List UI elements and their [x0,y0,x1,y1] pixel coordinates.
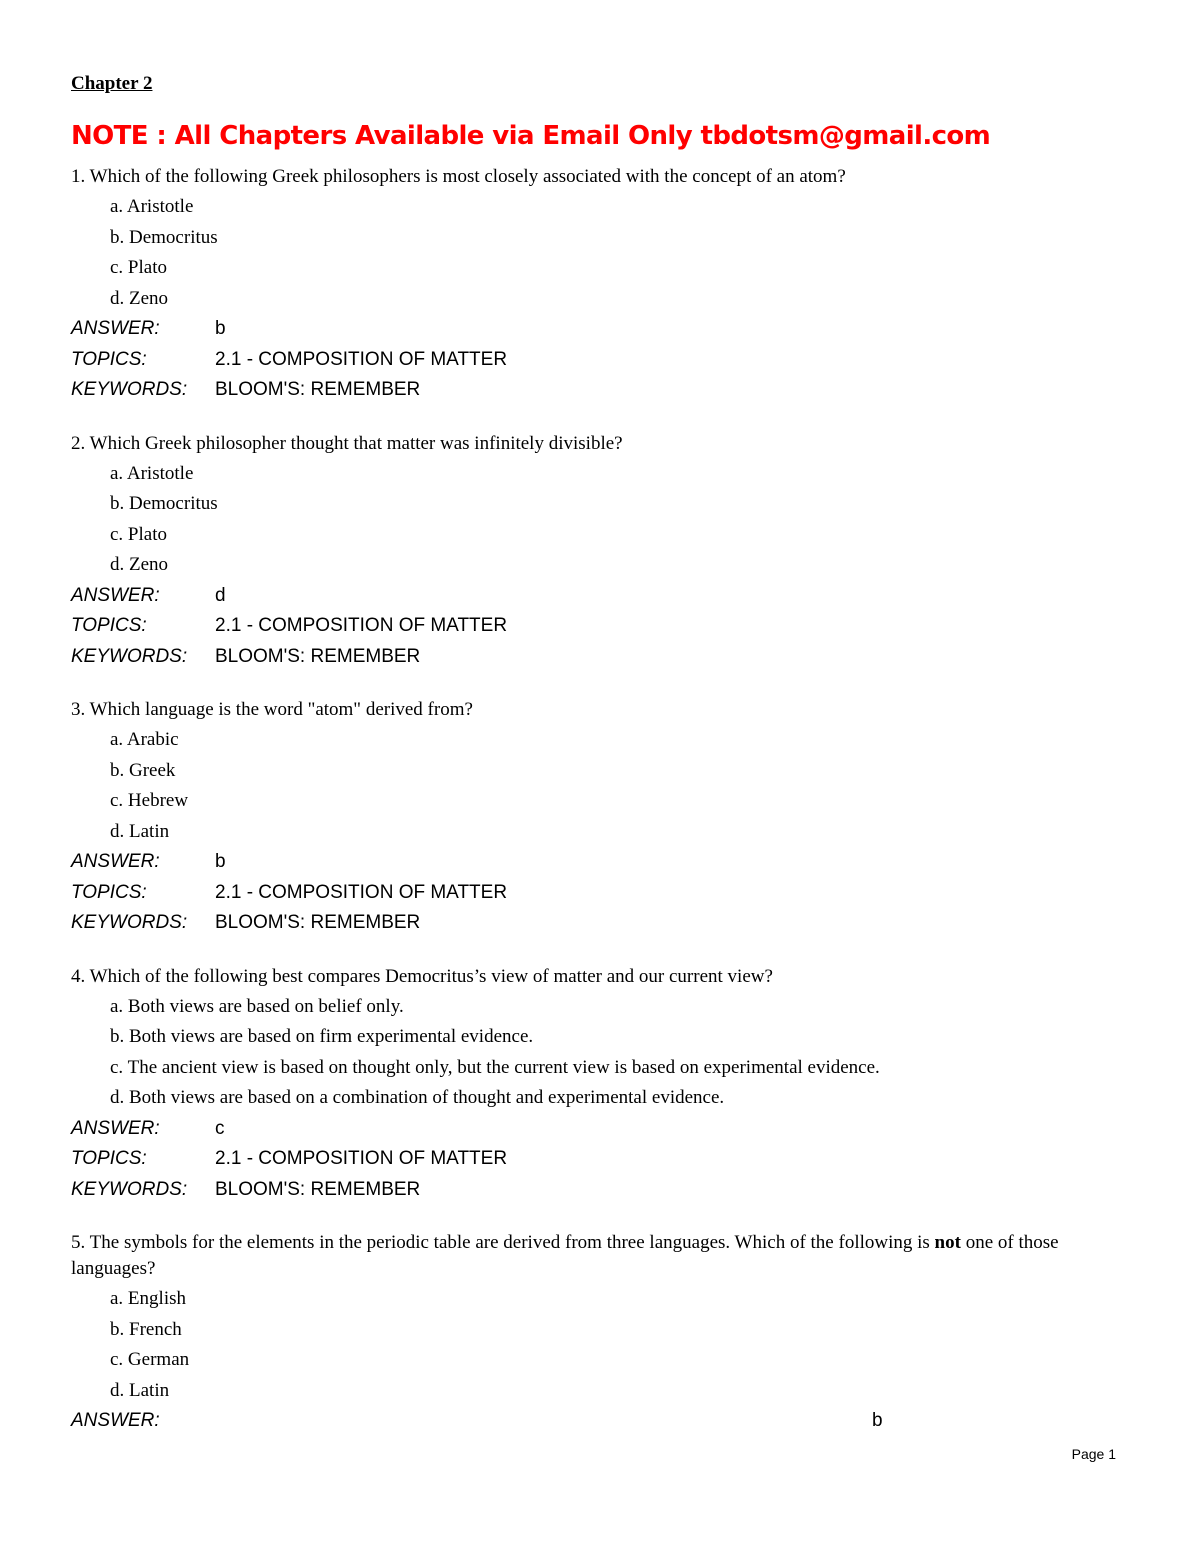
stem-text-before: 5. The symbols for the elements in the periodic table are derived from three languages. Which of the following is [71,1232,935,1253]
answer-row [71,581,1131,612]
topics-label: TOPICS: [71,1148,147,1169]
keywords-row [71,642,1131,673]
answer-value: d [215,584,226,606]
keywords-row [71,375,1131,406]
question-3 [71,697,1131,939]
keywords-row [71,908,1131,939]
topics-label: TOPICS: [71,615,147,636]
question-stem: 4. Which of the following best compares Democritus’s view of matter and our current view? [71,965,773,987]
page-number: Page 1 [1071,1446,1116,1462]
option-d: d. Zeno [110,287,169,309]
option-b: b. Greek [110,759,176,781]
option-d: d. Both views are based on a combination of thought and experimental evidence. [110,1087,725,1108]
answer-label: ANSWER: [71,1410,160,1431]
option-a: a. Aristotle [110,462,194,484]
answer-label: ANSWER: [71,851,160,872]
answer-value: c [215,1117,225,1139]
answer-value: b [215,851,226,872]
option-c: c. Plato [110,523,167,545]
stem-emphasis: not [934,1232,961,1253]
topics-row [71,611,1131,642]
option-b: b. Democritus [110,226,218,248]
topics-value: 2.1 - COMPOSITION OF MATTER [215,615,508,636]
topics-value: 2.1 - COMPOSITION OF MATTER [215,348,508,370]
keywords-label: KEYWORDS: [71,1178,188,1200]
answer-label: ANSWER: [71,1117,160,1139]
topics-label: TOPICS: [71,881,147,903]
topics-value: 2.1 - COMPOSITION OF MATTER [215,1148,508,1169]
question-5 [71,1230,1131,1437]
topics-row [71,878,1131,909]
question-4 [71,964,1131,1206]
option-a: a. English [110,1288,186,1309]
option-a: a. Arabic [110,729,179,750]
answer-value: b [215,318,226,339]
answer-row [71,314,1131,345]
stem-text-after: one of those languages? [71,1232,1059,1279]
option-c: c. Hebrew [110,790,189,811]
answer-label: ANSWER: [71,584,160,606]
option-c: c. German [110,1349,190,1370]
chapter-title: Chapter 2 [71,73,153,94]
option-d: d. Zeno [110,554,169,575]
topics-label: TOPICS: [71,348,147,370]
question-stem: 3. Which language is the word "atom" derived from? [71,699,473,720]
question-stem: 2. Which Greek philosopher thought that matter was infinitely divisible? [71,432,623,454]
option-b: b. Democritus [110,493,218,514]
topics-row [71,345,1131,376]
option-a: a. Both views are based on belief only. [110,995,404,1017]
question-1 [71,164,1131,406]
option-b: b. French [110,1318,182,1340]
keywords-label: KEYWORDS: [71,645,188,667]
question-stem: 1. Which of the following Greek philosophers is most closely associated with the concept of an atom? [71,166,846,187]
option-c: c. The ancient view is based on thought only, but the current view is based on experimental evidence. [110,1056,880,1078]
keywords-value: BLOOM'S: REMEMBER [215,645,421,667]
answer-label: ANSWER: [71,318,160,339]
answer-value: b [872,1410,883,1431]
option-a: a. Aristotle [110,196,194,217]
keywords-value: BLOOM'S: REMEMBER [215,912,421,933]
option-c: c. Plato [110,257,167,278]
keywords-label: KEYWORDS: [71,912,188,933]
keywords-row [71,1175,1131,1206]
topics-value: 2.1 - COMPOSITION OF MATTER [215,881,508,903]
keywords-label: KEYWORDS: [71,379,188,400]
option-d: d. Latin [110,1379,170,1401]
option-d: d. Latin [110,820,170,842]
topics-row [71,1144,1131,1175]
answer-row [71,1114,1131,1145]
document-page [71,72,1131,1462]
option-b: b. Both views are based on firm experimental evidence. [110,1026,534,1047]
answer-row [71,1406,1131,1437]
question-stem [71,1230,1131,1282]
keywords-value: BLOOM'S: REMEMBER [215,379,421,400]
answer-row [71,847,1131,878]
email-note: NOTE : All Chapters Available via Email Only tbdotsm@gmail.com [71,121,991,151]
keywords-value: BLOOM'S: REMEMBER [215,1178,421,1200]
question-2 [71,431,1131,673]
